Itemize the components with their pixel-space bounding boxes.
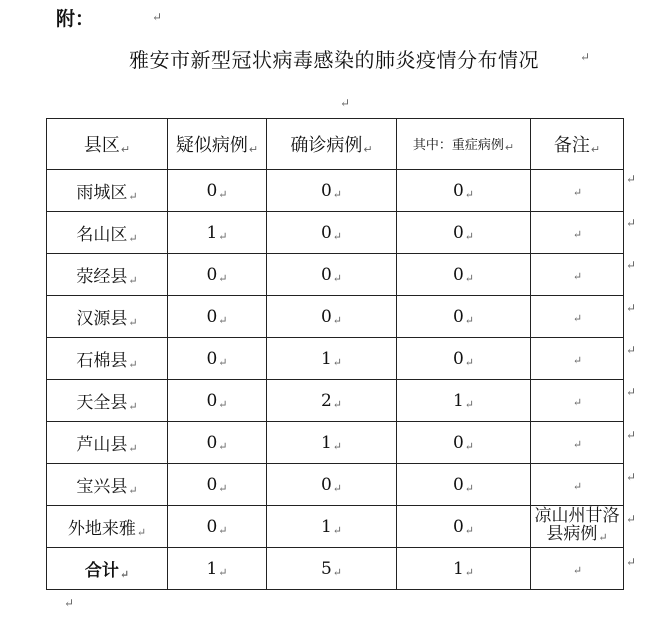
severe-cell: 0↵ bbox=[397, 170, 531, 212]
paragraph-mark: ↵ bbox=[464, 355, 475, 369]
severe-cell: 0↵ bbox=[397, 422, 531, 464]
paragraph-mark: ↵ bbox=[332, 355, 343, 369]
table-row bbox=[47, 380, 624, 422]
paragraph-mark: ↵ bbox=[626, 258, 637, 272]
paragraph-mark: ↵ bbox=[464, 397, 475, 411]
paragraph-mark: ↵ bbox=[332, 439, 343, 453]
paragraph-mark: ↵ bbox=[626, 512, 637, 526]
epidemic-distribution-table bbox=[46, 118, 624, 590]
paragraph-mark: ↵ bbox=[128, 274, 138, 287]
paragraph-mark: ↵ bbox=[218, 397, 228, 411]
paragraph-mark: ↵ bbox=[464, 523, 475, 537]
table-row bbox=[47, 254, 624, 296]
paragraph-mark: ↵ bbox=[218, 229, 228, 243]
severe-cell: 0↵ bbox=[397, 464, 531, 506]
paragraph-mark: ↵ bbox=[218, 481, 228, 495]
district-cell: 汉源县↵ bbox=[47, 296, 168, 338]
paragraph-mark: ↵ bbox=[464, 187, 475, 201]
paragraph-mark: ↵ bbox=[464, 439, 475, 453]
district-cell: 合计↵ bbox=[47, 548, 168, 590]
suspected-cell: 0↵ bbox=[168, 506, 267, 548]
paragraph-mark: ↵ bbox=[626, 470, 637, 484]
paragraph-mark: ↵ bbox=[572, 269, 583, 283]
paragraph-mark: ↵ bbox=[218, 565, 228, 579]
suspected-cell: 0↵ bbox=[168, 464, 267, 506]
paragraph-mark: ↵ bbox=[332, 481, 343, 495]
paragraph-mark: ↵ bbox=[626, 555, 637, 569]
paragraph-mark: ↵ bbox=[572, 185, 583, 199]
district-cell: 芦山县↵ bbox=[47, 422, 168, 464]
suspected-cell: 0↵ bbox=[168, 422, 267, 464]
paragraph-mark: ↵ bbox=[332, 565, 343, 579]
note-cell: 凉山州甘洛县病例↵ bbox=[531, 506, 624, 548]
header-note: 备注↵ bbox=[531, 119, 624, 170]
paragraph-mark: ↵ bbox=[119, 568, 130, 581]
paragraph-mark: ↵ bbox=[626, 301, 637, 315]
note-cell bbox=[531, 464, 624, 506]
paragraph-mark: ↵ bbox=[598, 530, 608, 544]
header-confirmed: 确诊病例↵ bbox=[267, 119, 397, 170]
confirmed-cell: 0↵ bbox=[267, 170, 397, 212]
note-cell bbox=[531, 548, 624, 590]
note-cell bbox=[531, 338, 624, 380]
note-cell bbox=[531, 170, 624, 212]
note-cell bbox=[531, 422, 624, 464]
district-cell: 宝兴县↵ bbox=[47, 464, 168, 506]
severe-cell: 0↵ bbox=[397, 296, 531, 338]
table-row bbox=[47, 506, 624, 548]
paragraph-mark: ↵ bbox=[64, 596, 75, 610]
severe-cell: 1↵ bbox=[397, 380, 531, 422]
confirmed-cell: 0↵ bbox=[267, 296, 397, 338]
paragraph-mark: ↵ bbox=[572, 353, 583, 367]
confirmed-cell: 0↵ bbox=[267, 464, 397, 506]
confirmed-cell: 1↵ bbox=[267, 338, 397, 380]
note-cell bbox=[531, 380, 624, 422]
severe-cell: 1↵ bbox=[397, 548, 531, 590]
suspected-cell: 0↵ bbox=[168, 296, 267, 338]
paragraph-mark: ↵ bbox=[218, 523, 228, 537]
severe-cell: 0↵ bbox=[397, 506, 531, 548]
table-header-row bbox=[47, 119, 624, 170]
paragraph-mark: ↵ bbox=[464, 313, 475, 327]
header-district: 县区↵ bbox=[47, 119, 168, 170]
paragraph-mark: ↵ bbox=[218, 439, 228, 453]
paragraph-mark: ↵ bbox=[128, 316, 138, 329]
table-row bbox=[47, 170, 624, 212]
paragraph-mark: ↵ bbox=[332, 523, 343, 537]
suspected-cell: 0↵ bbox=[168, 338, 267, 380]
paragraph-mark: ↵ bbox=[128, 358, 138, 371]
paragraph-mark: ↵ bbox=[626, 428, 637, 442]
suspected-cell: 0↵ bbox=[168, 254, 267, 296]
paragraph-mark: ↵ bbox=[332, 397, 343, 411]
confirmed-cell: 0↵ bbox=[267, 212, 397, 254]
district-cell: 天全县↵ bbox=[47, 380, 168, 422]
paragraph-mark: ↵ bbox=[340, 96, 351, 110]
paragraph-mark: ↵ bbox=[128, 400, 138, 413]
confirmed-cell: 2↵ bbox=[267, 380, 397, 422]
district-cell: 雨城区↵ bbox=[47, 170, 168, 212]
note-cell bbox=[531, 296, 624, 338]
paragraph-mark: ↵ bbox=[572, 563, 583, 577]
district-cell: 名山区↵ bbox=[47, 212, 168, 254]
paragraph-mark: ↵ bbox=[626, 343, 637, 357]
table-total-row bbox=[47, 548, 624, 590]
attachment-label: 附： bbox=[56, 8, 95, 30]
confirmed-cell: 1↵ bbox=[267, 506, 397, 548]
paragraph-mark: ↵ bbox=[218, 355, 228, 369]
paragraph-mark: ↵ bbox=[218, 271, 228, 285]
district-cell: 石棉县↵ bbox=[47, 338, 168, 380]
district-cell: 外地来雅↵ bbox=[47, 506, 168, 548]
paragraph-mark: ↵ bbox=[128, 484, 138, 497]
suspected-cell: 1↵ bbox=[168, 548, 267, 590]
table-row bbox=[47, 296, 624, 338]
paragraph-mark: ↵ bbox=[332, 271, 343, 285]
paragraph-mark: ↵ bbox=[626, 172, 637, 186]
paragraph-mark: ↵ bbox=[464, 565, 475, 579]
district-cell: 荥经县↵ bbox=[47, 254, 168, 296]
paragraph-mark: ↵ bbox=[128, 190, 138, 203]
paragraph-mark: ↵ bbox=[218, 313, 228, 327]
confirmed-cell: 0↵ bbox=[267, 254, 397, 296]
suspected-cell: 1↵ bbox=[168, 212, 267, 254]
paragraph-mark: ↵ bbox=[332, 187, 343, 201]
paragraph-mark: ↵ bbox=[626, 216, 637, 230]
paragraph-mark: ↵ bbox=[464, 229, 475, 243]
paragraph-mark: ↵ bbox=[332, 313, 343, 327]
severe-cell: 0↵ bbox=[397, 254, 531, 296]
severe-cell: 0↵ bbox=[397, 212, 531, 254]
paragraph-mark: ↵ bbox=[152, 10, 163, 24]
paragraph-mark: ↵ bbox=[128, 232, 138, 245]
severe-cell: 0↵ bbox=[397, 338, 531, 380]
paragraph-mark: ↵ bbox=[128, 442, 138, 455]
paragraph-mark: ↵ bbox=[572, 479, 583, 493]
table-row bbox=[47, 464, 624, 506]
paragraph-mark: ↵ bbox=[572, 395, 583, 409]
confirmed-cell: 5↵ bbox=[267, 548, 397, 590]
paragraph-mark: ↵ bbox=[136, 526, 147, 539]
paragraph-mark: ↵ bbox=[464, 271, 475, 285]
note-cell bbox=[531, 254, 624, 296]
confirmed-cell: 1↵ bbox=[267, 422, 397, 464]
paragraph-mark: ↵ bbox=[464, 481, 475, 495]
paragraph-mark: ↵ bbox=[572, 437, 583, 451]
table-row bbox=[47, 338, 624, 380]
paragraph-mark: ↵ bbox=[626, 385, 637, 399]
suspected-cell: 0↵ bbox=[168, 380, 267, 422]
header-suspected: 疑似病例↵ bbox=[168, 119, 267, 170]
paragraph-mark: ↵ bbox=[572, 227, 583, 241]
paragraph-mark: ↵ bbox=[572, 311, 583, 325]
paragraph-mark: ↵ bbox=[218, 187, 228, 201]
header-severe: 其中：重症病例↵ bbox=[397, 119, 531, 170]
table-row bbox=[47, 422, 624, 464]
paragraph-mark: ↵ bbox=[580, 50, 591, 64]
paragraph-mark: ↵ bbox=[332, 229, 343, 243]
table-row bbox=[47, 212, 624, 254]
document-title: 雅安市新型冠状病毒感染的肺炎疫情分布情况 bbox=[129, 48, 539, 72]
note-cell bbox=[531, 212, 624, 254]
suspected-cell: 0↵ bbox=[168, 170, 267, 212]
